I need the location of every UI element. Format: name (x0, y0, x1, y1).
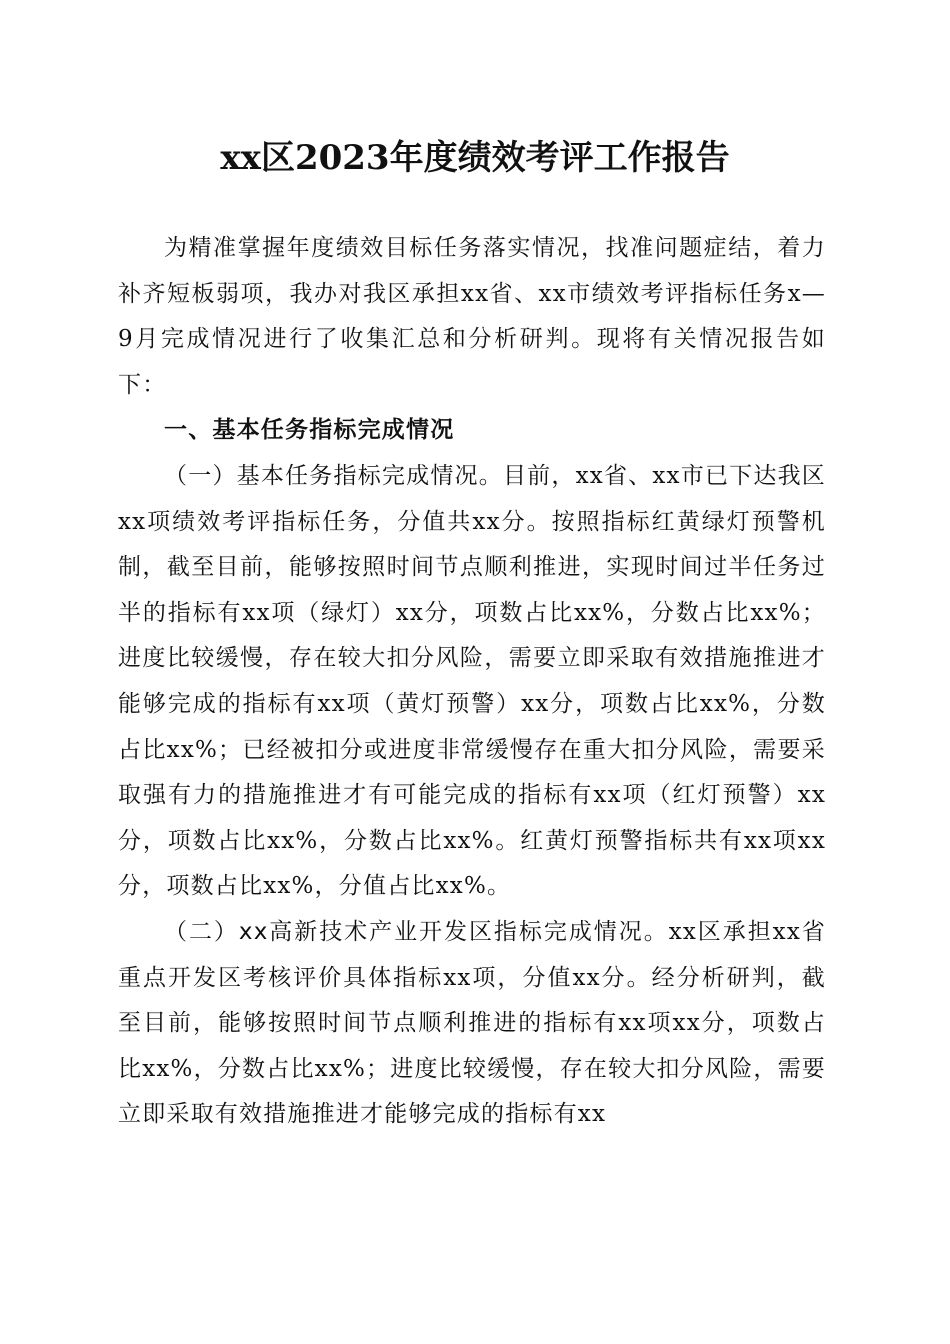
subsection-2-lead: （二）xx高新技术产业开发区指标完成情况。 (164, 918, 669, 945)
intro-paragraph: 为精准掌握年度绩效目标任务落实情况，找准问题症结，着力补齐短板弱项，我办对我区承担xx省、xx市绩效考评指标任务x—9月完成情况进行了收集汇总和分析研判。现将有关情况报告如下： (118, 235, 826, 398)
section-heading-1: 一、基本任务指标完成情况 (164, 417, 455, 444)
document-body (118, 226, 826, 1138)
subsection-1-lead: （一）基本任务指标完成情况。 (164, 462, 503, 489)
document-title: xx区2023年度绩效考评工作报告 (220, 138, 730, 178)
subsection-1-body: 目前，xx省、xx市已下达我区xx项绩效考评指标任务，分值共xx分。按照指标红黄绿灯预警机制，截至目前，能够按照时间节点顺利推进，实现时间过半任务过半的指标有xx项（绿灯）xx分，项数占比xx%，分数占比xx%；进度比较缓慢，存在较大扣分风险，需要立即采取有效措施推进才能够完成的指标有xx项（黄灯预警）xx分，项数占比xx%，分数占比xx%；已经被扣分或进度非常缓慢存在重大扣分风险，需要采取强有力的措施推进才有可能完成的指标有xx项（红灯预警）xx分，项数占比xx%，分数占比xx%。红黄灯预警指标共有xx项xx分，项数占比xx%，分值占比xx%。 (118, 462, 826, 900)
subsection-2-body: xx区承担xx省重点开发区考核评价具体指标xx项，分值xx分。经分析研判，截至目前，能够按照时间节点顺利推进的指标有xx项xx分，项数占比xx%，分数占比xx%；进度比较缓慢，存在较大扣分风险，需要立即采取有效措施推进才能够完成的指标有xx (118, 918, 826, 1128)
subsection-2-paragraph (118, 910, 826, 1138)
subsection-1-paragraph (118, 454, 826, 910)
